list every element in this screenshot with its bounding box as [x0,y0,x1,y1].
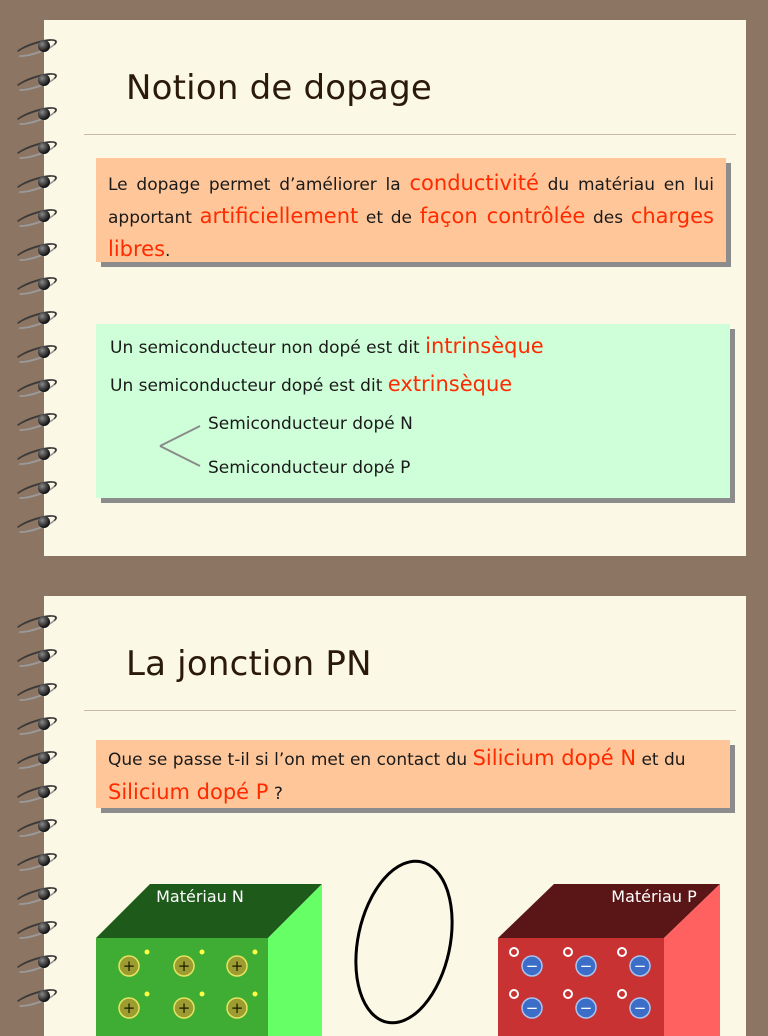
slide-title: Notion de dopage [126,68,432,108]
spiral-ring [10,778,70,812]
type-n-label: Semiconducteur dopé N [208,414,413,434]
spiral-ring [10,168,70,202]
semiconductor-box [96,324,730,498]
donor-charge-label: + [230,999,244,1017]
keyword-artificially: artificiellement [199,204,359,228]
free-electron [253,950,258,955]
question-box [96,740,730,808]
material-n-label: Matériau N [156,887,244,906]
donor-charge-label: + [177,999,191,1017]
spiral-ring [10,304,70,338]
n-cube-front [96,938,268,1036]
notebook-spiral [10,32,70,542]
spiral-ring [10,710,70,744]
branch-arrows [152,422,206,470]
keyword-free-charges: charges libres [108,204,714,261]
spiral-ring [10,236,70,270]
spiral-ring [10,66,70,100]
p-cube-front [498,938,664,1036]
extrinsic-line: Un semiconducteur dopé est dit extrinsèque [110,372,513,396]
spiral-ring [10,744,70,778]
donor-charge-label: + [122,999,136,1017]
title-divider [84,134,736,135]
spiral-ring [10,372,70,406]
spiral-ring [10,508,70,542]
acceptor-charge-label: − [633,957,647,975]
spiral-ring [10,100,70,134]
acceptor-charge-label: − [633,999,647,1017]
donor-charge-label: + [230,957,244,975]
spiral-ring [10,474,70,508]
free-electron [145,992,150,997]
spiral-ring [10,406,70,440]
donor-charge-label: + [177,957,191,975]
free-electron [200,992,205,997]
spiral-ring [10,440,70,474]
keyword-silicon-n: Silicium dopé N [472,746,637,770]
keyword-silicon-p: Silicium dopé P [108,780,269,804]
type-p-label: Semiconducteur dopé P [208,458,411,478]
spiral-ring [10,134,70,168]
slide-title: La jonction PN [126,644,372,684]
spiral-ring [10,270,70,304]
definition-text: Le dopage permet d’améliorer la conductivité du matériau en lui apportant artificiellement et de façon contrôlée des charges libres. [108,171,714,261]
spiral-ring [10,202,70,236]
spiral-ring [10,642,70,676]
slide-dopage [44,20,746,556]
donor-charge-label: + [122,957,136,975]
title-divider [84,710,736,711]
spiral-ring [10,676,70,710]
question-text: Que se passe t-il si l’on met en contact du Silicium dopé N et du Silicium dopé P ? [108,746,686,804]
intrinsic-line: Un semiconducteur non dopé est dit intrinsèque [110,334,544,358]
acceptor-charge-label: − [525,999,539,1017]
keyword-conductivity: conductivité [409,171,539,195]
material-p-cube [498,884,720,1036]
acceptor-charge-label: − [525,957,539,975]
materials-diagram [44,846,746,1036]
material-n-cube [96,884,322,1036]
spiral-ring [10,608,70,642]
acceptor-charge-label: − [579,999,593,1017]
spiral-ring [10,338,70,372]
free-electron [145,950,150,955]
keyword-extrinsic: extrinsèque [387,372,513,396]
spiral-ring [10,32,70,66]
acceptor-charge-label: − [579,957,593,975]
slide-pn-junction [44,596,746,1036]
spiral-ring [10,812,70,846]
contact-ellipse [342,852,466,1032]
keyword-controlled: façon contrôlée [419,204,586,228]
free-electron [253,992,258,997]
material-p-label: Matériau P [611,887,697,906]
definition-box [96,158,726,262]
keyword-intrinsic: intrinsèque [425,334,544,358]
free-electron [200,950,205,955]
